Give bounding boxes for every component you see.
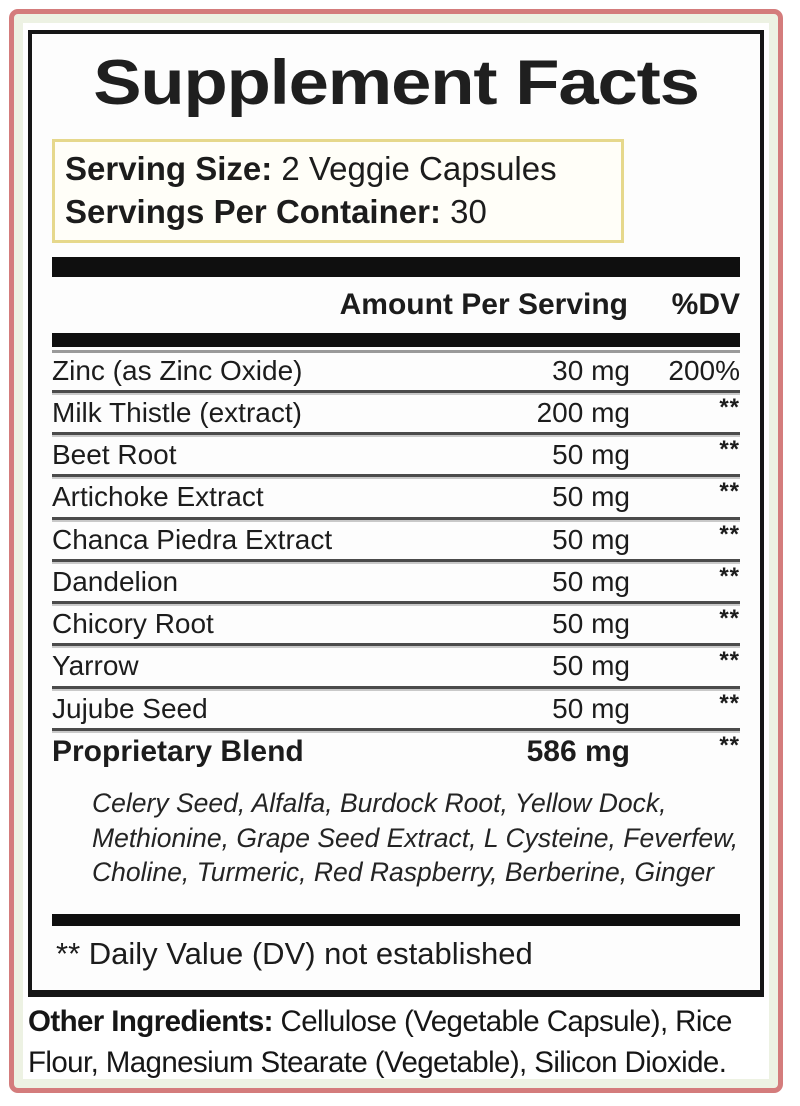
ingredient-dv: ** <box>719 605 740 633</box>
table-row <box>52 395 740 432</box>
amount-per-serving-header: Amount Per Serving <box>339 287 628 321</box>
ingredient-name: Beet Root <box>52 439 177 471</box>
serving-size-value: 2 Veggie Capsules <box>281 150 557 187</box>
ingredient-amount: 50 mg <box>552 481 630 513</box>
blend-line: Choline, Turmeric, Red Raspberry, Berberine, Ginger <box>92 857 715 888</box>
servings-per-container-label: Servings Per Container: <box>65 192 441 230</box>
ingredient-amount: 586 mg <box>526 734 630 768</box>
ingredient-dv: ** <box>719 520 740 548</box>
other-ingredients <box>28 1002 800 1083</box>
ingredient-dv: ** <box>719 478 740 506</box>
other-ingredients-line <box>28 1002 800 1043</box>
ingredient-name: Yarrow <box>52 650 139 682</box>
percent-dv-header: %DV <box>671 287 740 321</box>
ingredient-name: Chanca Piedra Extract <box>52 523 333 555</box>
ingredient-amount: 50 mg <box>552 565 630 597</box>
ingredient-name: Milk Thistle (extract) <box>52 397 302 429</box>
ingredient-amount: 50 mg <box>552 692 630 724</box>
ingredient-name: Chicory Root <box>52 608 214 640</box>
table-row <box>52 479 740 516</box>
ingredient-dv: 200% <box>668 354 740 386</box>
page-title: Supplement Facts <box>93 48 699 118</box>
ingredient-amount: 200 mg <box>536 397 630 429</box>
other-ingredients-text: Flour, Magnesium Stearate (Vegetable), Silicon Dioxide. <box>28 1045 727 1079</box>
table-header-row <box>52 277 740 333</box>
thick-divider-bar-bottom <box>52 914 740 926</box>
ingredient-dv: ** <box>719 647 740 675</box>
table-row <box>52 648 740 685</box>
servings-per-container-line <box>65 191 611 234</box>
table-row <box>52 522 740 559</box>
other-ingredients-label: Other Ingredients: <box>28 1005 273 1038</box>
serving-size-label: Serving Size: <box>65 150 273 187</box>
ingredient-dv: ** <box>719 436 740 464</box>
table-row <box>52 353 740 390</box>
ingredient-dv: ** <box>719 731 740 759</box>
ingredient-dv: ** <box>719 562 740 590</box>
ingredient-amount: 50 mg <box>552 608 630 640</box>
table-row <box>52 437 740 474</box>
ingredient-name: Dandelion <box>52 565 179 597</box>
other-ingredients-line <box>28 1043 800 1084</box>
ingredient-name: Proprietary Blend <box>52 734 304 768</box>
servings-per-container-value: 30 <box>450 192 487 230</box>
table-row <box>52 564 740 601</box>
ingredient-name: Artichoke Extract <box>52 481 264 513</box>
serving-info-box <box>52 139 624 243</box>
ingredient-dv: ** <box>719 689 740 717</box>
thick-divider-bar-top <box>52 257 740 277</box>
proprietary-blend-row <box>52 733 740 772</box>
supplement-facts-panel <box>28 30 764 997</box>
blend-line: Methionine, Grape Seed Extract, L Cysteine, Feverfew, <box>92 822 739 853</box>
ingredient-name: Zinc (as Zinc Oxide) <box>52 354 303 386</box>
daily-value-footnote: ** Daily Value (DV) not established <box>56 935 533 971</box>
ingredient-dv: ** <box>719 394 740 422</box>
ingredient-amount: 30 mg <box>552 354 630 386</box>
ingredient-amount: 50 mg <box>552 439 630 471</box>
ingredient-name: Jujube Seed <box>52 692 208 724</box>
serving-size-line <box>65 148 611 191</box>
blend-line: Celery Seed, Alfalfa, Burdock Root, Yellow Dock, <box>92 788 667 819</box>
thick-divider-bar-header <box>52 333 740 347</box>
ingredient-amount: 50 mg <box>552 523 630 555</box>
ingredient-amount: 50 mg <box>552 650 630 682</box>
other-ingredients-text: Cellulose (Vegetable Capsule), Rice <box>272 1005 732 1038</box>
table-row <box>52 606 740 643</box>
table-row <box>52 691 740 728</box>
proprietary-blend-ingredients <box>92 786 739 889</box>
